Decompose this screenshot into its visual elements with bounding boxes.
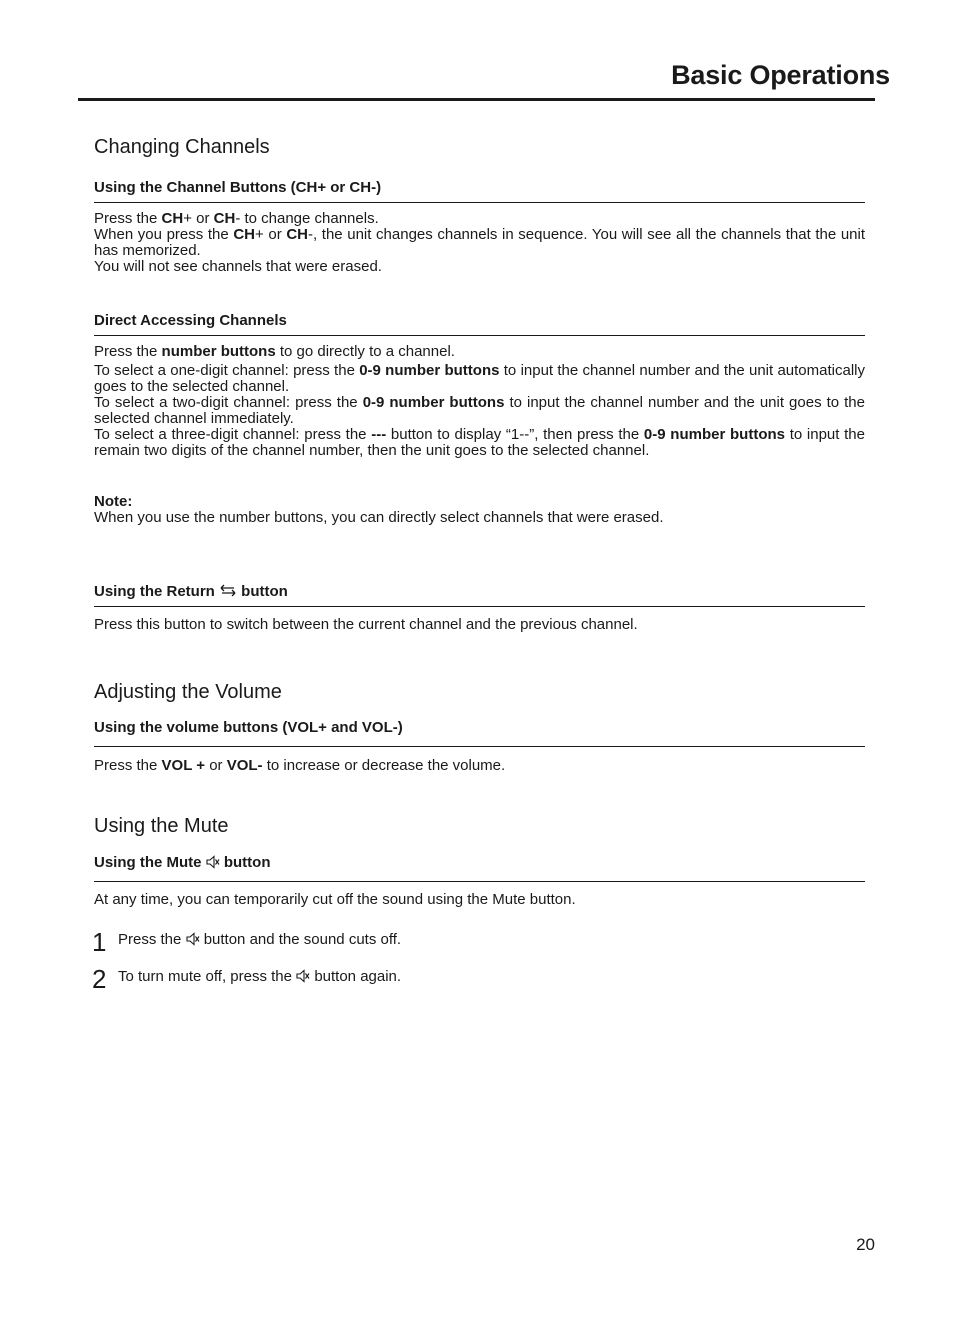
subhead-return-button: Using the Return button (94, 583, 288, 600)
title-rule (78, 98, 875, 101)
page-title: Basic Operations (671, 60, 890, 90)
subhead-direct-access: Direct Accessing Channels (94, 312, 287, 329)
paragraph-mute-intro: At any time, you can temporarily cut off the sound using the Mute button. (94, 891, 576, 908)
paragraph-channel-buttons: Press the CH+ or CH- to change channels. When you press the CH+ or CH-, the unit changes channels in sequence. You will see all the channels that the unit has memorized. You will not see channels that were erased. (94, 210, 866, 275)
step-text: Press the button and the sound cuts off. (118, 931, 402, 948)
rule (94, 606, 865, 607)
page-number: 20 (856, 1235, 875, 1254)
rule (94, 881, 865, 882)
paragraph-direct-access: Press the number buttons to go directly to a channel. To select a one-digit channel: press the 0-9 number buttons to input the channel number and the unit automatically goes to the selected channel. To select a two-digit channel: press the 0-9 number buttons to input the channel number and the unit goes to the selected channel immediately. To select a three-digit channel: press the --- button to display “1--”, then press the 0-9 number buttons to input the remain two digits of the channel number, then the unit goes to the selected channel. (94, 343, 865, 459)
step-number: 1 (92, 927, 107, 957)
subhead-mute-button: Using the Mute button (94, 854, 271, 871)
section-title-volume: Adjusting the Volume (94, 681, 282, 703)
section-title-changing-channels: Changing Channels (94, 136, 270, 158)
section-title-mute: Using the Mute (94, 815, 229, 837)
subhead-volume-buttons: Using the volume buttons (VOL+ and VOL-) (94, 719, 403, 736)
step-number: 2 (92, 964, 107, 994)
mute-speaker-icon (296, 969, 310, 987)
rule (94, 202, 865, 203)
mute-speaker-icon (206, 855, 220, 873)
step-text: To turn mute off, press the button again. (118, 968, 402, 985)
rule (94, 746, 865, 747)
paragraph-return: Press this button to switch between the current channel and the previous channel. (94, 616, 638, 633)
note (94, 494, 865, 526)
rule (94, 335, 865, 336)
subhead-channel-buttons: Using the Channel Buttons (CH+ or CH-) (94, 179, 382, 196)
return-icon (219, 584, 237, 602)
paragraph-volume: Press the VOL + or VOL- to increase or decrease the volume. (94, 757, 506, 774)
note-text: When you use the number buttons, you can directly select channels that were erased. (94, 509, 664, 526)
note-label: Note: (94, 493, 133, 510)
mute-speaker-icon (186, 932, 200, 950)
